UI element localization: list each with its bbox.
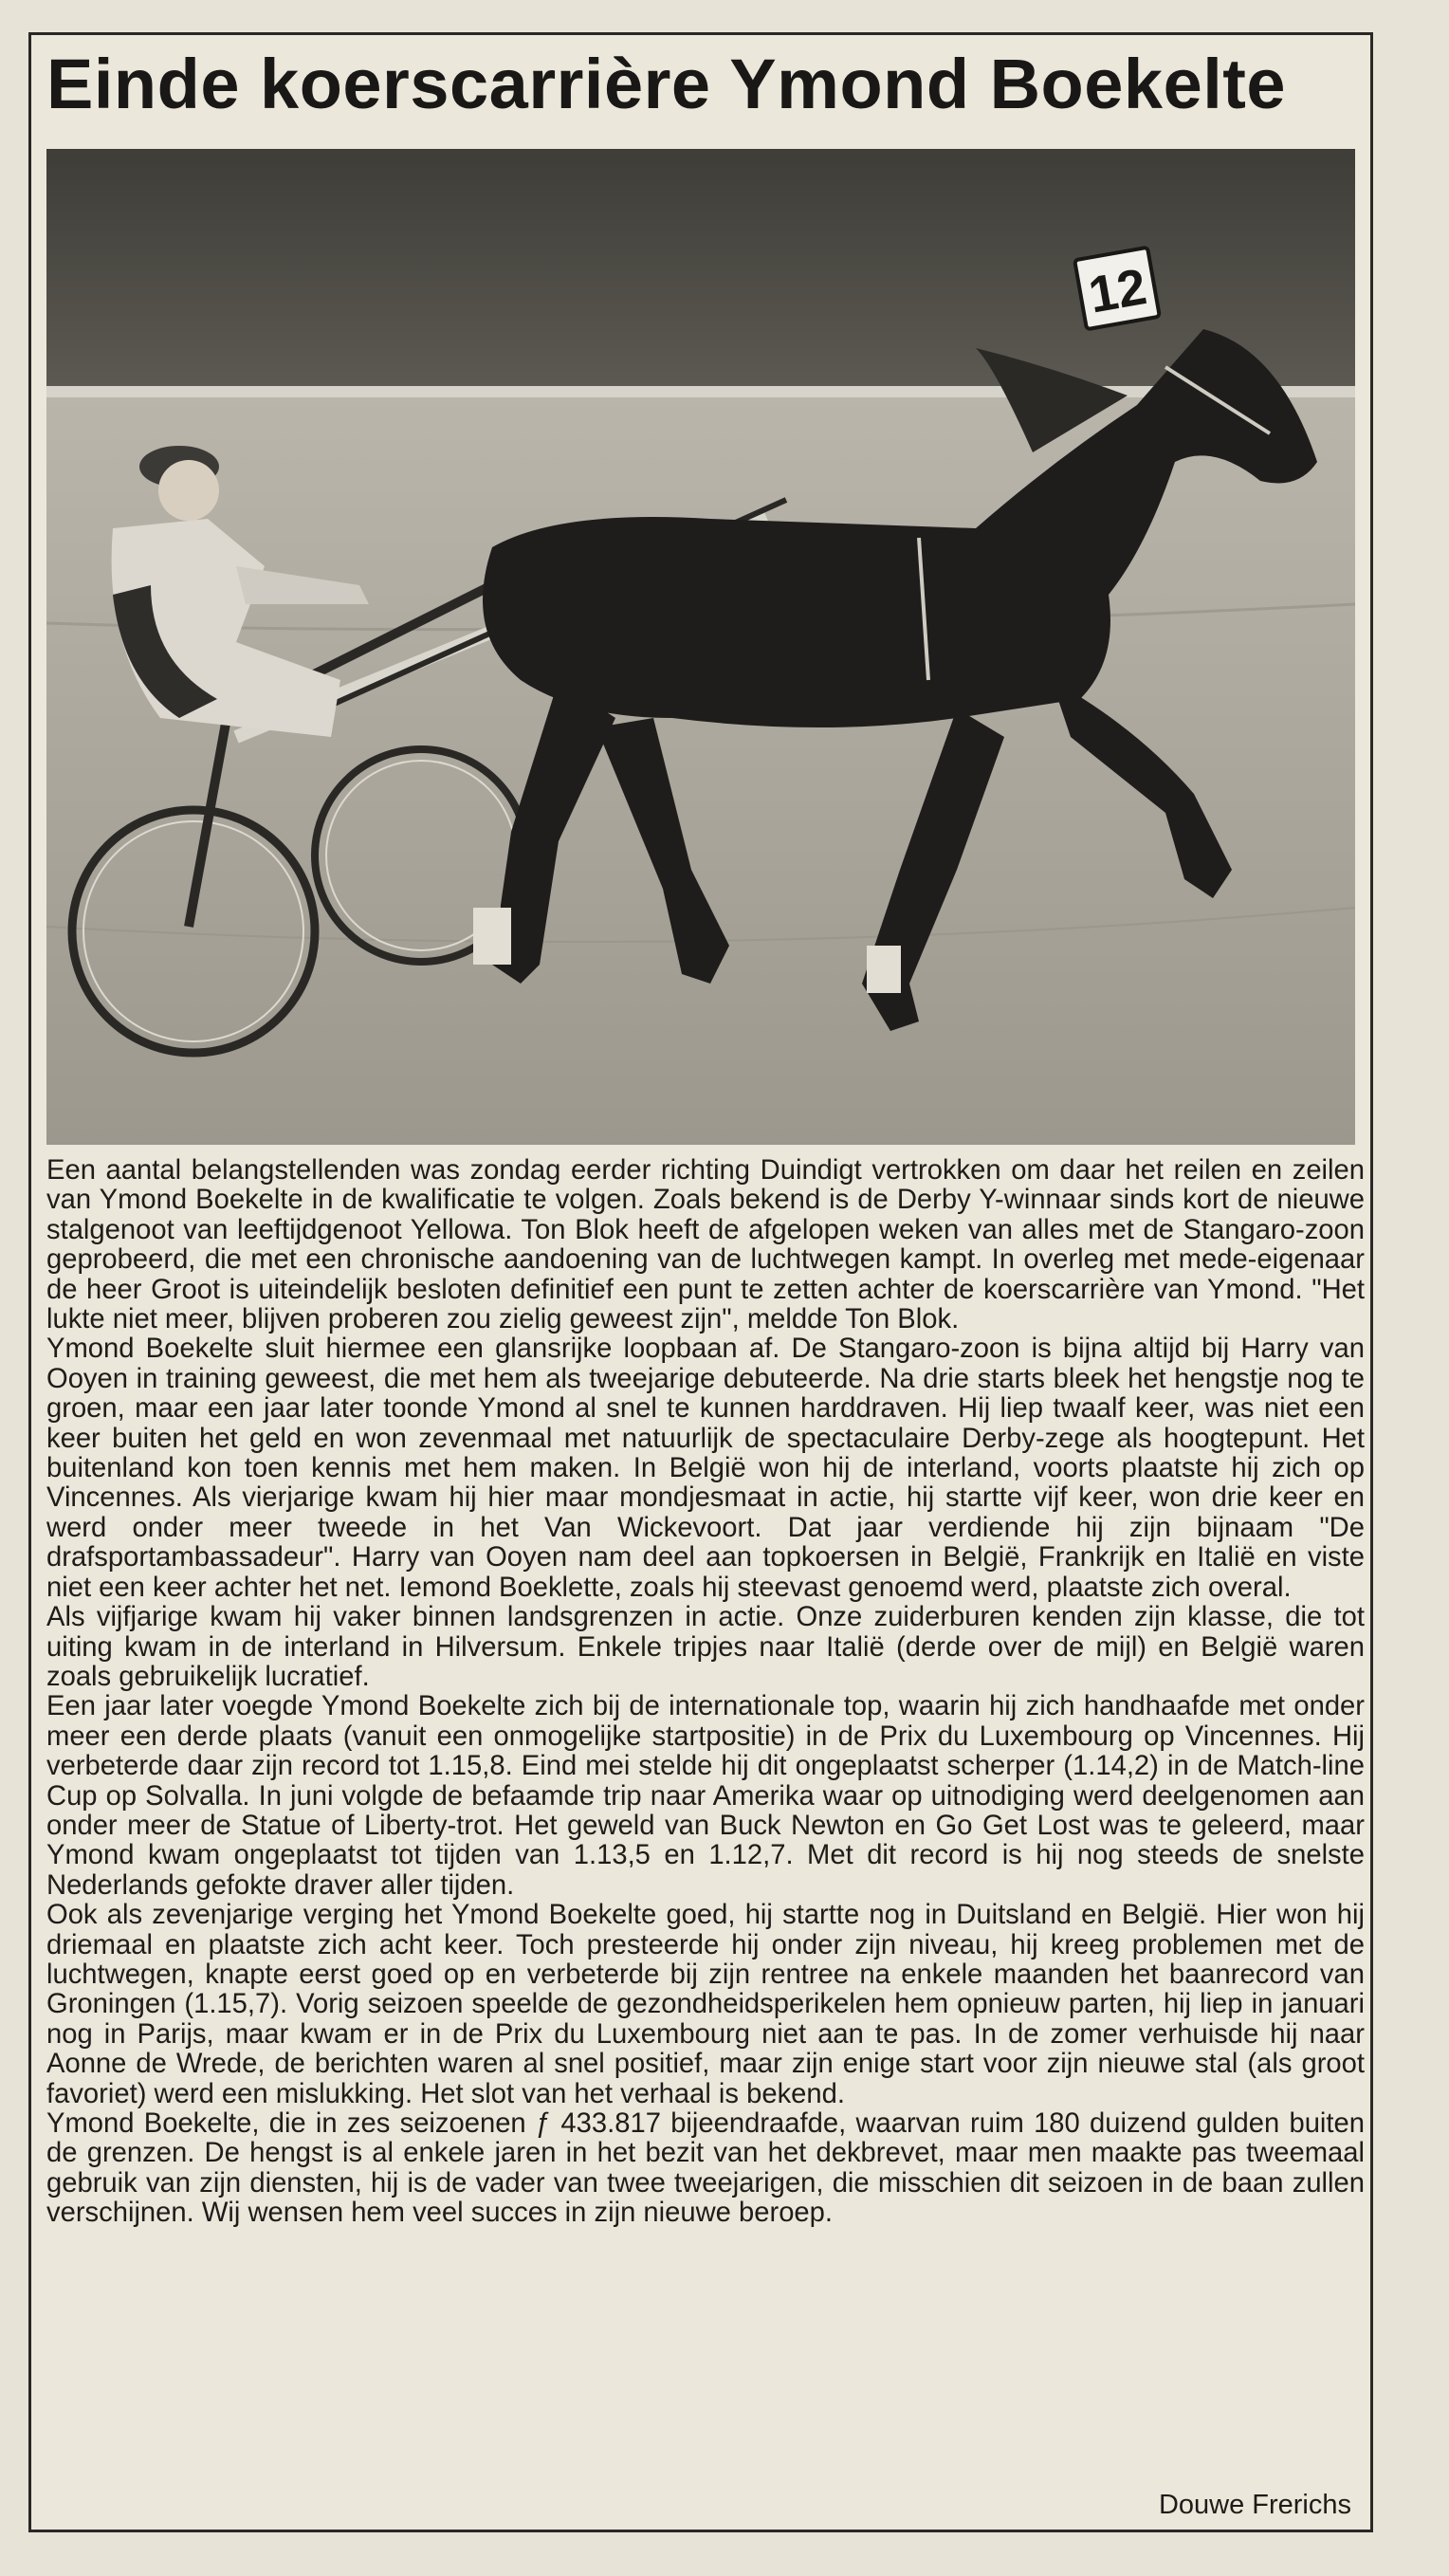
paragraph: Ymond Boekelte sluit hiermee een glansrijke loopbaan af. De Stangaro-zoon is bijna altijd bij Harry van Ooyen in training geweest, die met hem als tweejarige debuteerde. Na drie starts bleek het hengstje nog te groen, maar een jaar later toonde Ymond al snel te kunnen harddraven. Hij liep twaalf keer, was niet een keer buiten het geld en won zevenmaal met natuurlijk de spectaculaire Derby-zege als hoogtepunt. Het buitenland kon toen kennis met hem maken. In België won hij de interland, voorts plaatste hij zich op Vincennes. Als vierjarige kwam hij hier maar mondjesmaat in actie, hij startte vijf keer, won drie keer en werd onder meer tweede in het Van Wickevoort. Dat jaar verdiende hij zijn bijnaam "De drafsportambassadeur". Harry van Ooyen nam deel aan topkoersen in België, Frankrijk en Italië en viste niet een keer achter het net. Iemond Boeklette, zoals hij steevast genoemd werd, plaatste zich overal. (46, 1334, 1365, 1603)
paragraph: Ymond Boekelte, die in zes seizoenen ƒ 433.817 bijeendraafde, waarvan ruim 180 duizend gulden buiten de grenzen. De hengst is al enkele jaren in het bezit van het dekbrevet, maar men maakte pas tweemaal gebruik van zijn diensten, hij is de vader van twee tweejarigen, die misschien dit seizoen in de baan zullen verschijnen. Wij wensen hem veel succes in zijn nieuwe beroep. (46, 2108, 1365, 2229)
article-frame (28, 32, 1373, 2532)
article-photo (46, 149, 1355, 1145)
paragraph: Een jaar later voegde Ymond Boekelte zich bij de internationale top, waarin hij zich handhaafde met onder meer een derde plaats (vanuit een onmogelijke startpositie) in de Prix du Luxembourg op Vincennes. Hij verbeterde daar zijn record tot 1.15,8. Eind mei stelde hij dit ongeplaatst scherper (1.14,2) in de Match-line Cup op Solvalla. In juni volgde de befaamde trip naar Amerika waar op uitnodiging werd deelgenomen aan onder meer de Statue of Liberty-trot. Het geweld van Buck Newton en Go Get Lost was te geleerd, maar Ymond kwam ongeplaatst tot tijden van 1.13,5 en 1.12,7. Met dit record is hij nog steeds de snelste Nederlands gefokte draver aller tijden. (46, 1691, 1365, 1901)
article-body (46, 1156, 1365, 2229)
article-byline: Douwe Frerichs (1158, 2490, 1351, 2520)
article-headline: Einde koerscarrière Ymond Boekelte (46, 45, 1287, 123)
harness-racing-photo (46, 149, 1355, 1145)
paragraph: Ook als zevenjarige verging het Ymond Boekelte goed, hij startte nog in Duitsland en België. Hier won hij driemaal en plaatste zich acht keer. Toch presteerde hij onder zijn niveau, hij kreeg problemen met de luchtwegen, knapte eerst goed op en verbeterde bij zijn rentree na enkele maanden het baanrecord van Groningen (1.15,7). Vorig seizoen speelde de gezondheidsperikelen hem opnieuw parten, hij liep in januari nog in Parijs, maar kwam er in de Prix du Luxembourg niet aan te pas. In de zomer verhuisde hij naar Aonne de Wrede, de berichten waren al snel positief, maar zijn enige start voor zijn nieuwe stal (als groot favoriet) werd een mislukking. Het slot van het verhaal is bekend. (46, 1900, 1365, 2109)
race-number: 12 (1084, 258, 1151, 324)
race-number-plate (1074, 248, 1160, 329)
paragraph: Een aantal belangstellenden was zondag eerder richting Duindigt vertrokken om daar het reilen en zeilen van Ymond Boekelte in de kwalificatie te volgen. Zoals bekend is de Derby Y-winnaar sinds kort de nieuwe stalgenoot van leeftijdgenoot Yellowa. Ton Blok heeft de afgelopen weken van alles met de Stangaro-zoon geprobeerd, die met een chronische aandoening van de luchtwegen kampt. In overleg met mede-eigenaar de heer Groot is uiteindelijk besloten definitief een punt te zetten achter de koerscarrière van Ymond. "Het lukte niet meer, blijven proberen zou zielig geweest zijn", meldde Ton Blok. (46, 1155, 1365, 1335)
paragraph: Als vijfjarige kwam hij vaker binnen landsgrenzen in actie. Onze zuiderburen kenden zijn klasse, die tot uiting kwam in de interland in Hilversum. Enkele tripjes naar Italië (derde over de mijl) en België waren zoals gebruikelijk lucratief. (46, 1602, 1365, 1692)
photo-trees (46, 149, 1355, 396)
